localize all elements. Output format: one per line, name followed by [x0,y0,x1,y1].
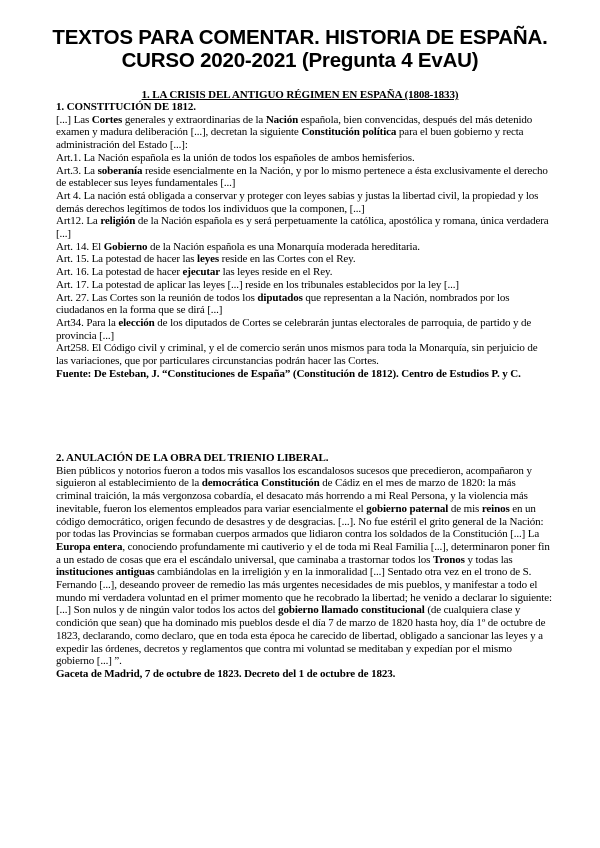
article-3: Art.3. La soberanía reside esencialmente en la Nación, y por lo mismo pertenece a ésta exclusivamente el derecho de establecer sus leyes fundamentales [...] [56,164,548,190]
trienio-heading: 2. ANULACIÓN DE LA OBRA DEL TRIENIO LIBERAL. [56,452,329,464]
article-27: Art. 27. Las Cortes son la reunión de todos los diputados que representan a la Nación, nombrados por los ciudadanos en la forma que se dirá [...] [56,291,510,317]
section-1-title: 1. LA CRISIS DEL ANTIGUO RÉGIMEN EN ESPAÑA (1808-1833) [141,89,459,101]
article-4: Art 4. La nación está obligada a conservar y proteger con leyes sabias y justas la libertad civil, la propiedad y los demás derechos legítimos de todos los individuos que la componen, [...] [56,189,539,215]
constitution-intro: [...] Las Cortes generales y extraordinarias de la Nación española, bien convencidas, después del más detenido examen y madura deliberación [...], decretan la siguiente Constitución política para el buen gobierno y recta administración del Estado [...]: [56,113,533,152]
trienio-body: Bien públicos y notorios fueron a todos mis vasallos los escandalosos sucesos que precedieron, acompañaron y siguieron al establecimiento de la democrática Constitución de Cádiz en el mes de marzo de 1820: la más criminal traición, la más vergonzosa cobardía, el desacato más horrendo a mi Real Persona, y la violencia más inevitable, fueron los elementos empleados para variar esencialmente el gobierno paternal de mis reinos en un código democrático, origen fecundo de desastres y de desgracias. [...]. No fue estéril el grito general de la Nación: por todas las Provincias se formaban cuerpos armados que lidiaron contra los soldados de la Constitución [...] La Europa entera, conociendo profundamente mi cautiverio y el de toda mi Real Familia [...], determinaron poner fin a un estado de cosas que era el escándalo universal, que caminaba a trastornar todos los Tronos y todas las instituciones antiguas cambiándolas en la irreligión y en la inmoralidad [...] Sentado otra vez en el trono de S. Fernando [...], deseando proveer de remedio las más urgentes necesidades de mis pueblos, y manifestar a todo el mundo mi verdadera voluntad en el primer momento que he recobrado la libertad; he venido a declarar lo siguiente: [...] Son nulos y de ningún valor todos los actos del gobierno llamado constitucional (de cualquiera clase y condición que sean) que ha dominado mis pueblos desde el día 7 de marzo de 1820 hasta hoy, día 1º de octubre de 1823, declarando, como declaro, que en toda esta época he carecido de libertad, obligado a sancionar las leyes y a expedir las órdenes, decretos y reglamentos que contra mi voluntad se meditaban y expedían por el mismo gobierno [...] ”. [56,464,552,668]
constitution-heading: 1. CONSTITUCIÓN DE 1812. [56,101,196,113]
article-34: Art34. Para la elección de los diputados de Cortes se celebrarán juntas electorales de parroquia, de partido y de provincia [...] [56,316,532,342]
article-14: Art. 14. El Gobierno de la Nación española es una Monarquía moderada hereditaria. [56,240,420,253]
article-12: Art12. La religión de la Nación española es y será perpetuamente la católica, apostólica y romana, única verdadera [...] [56,215,549,241]
article-16: Art. 16. La potestad de hacer ejecutar las leyes reside en el Rey. [56,266,333,279]
section-2-text [56,452,552,681]
section-1-text [56,101,552,380]
article-258: Art258. El Código civil y criminal, y el de comercio serán unos mismos para toda la Monarquía, sin perjuicio de las variaciones, que por particulares circunstancias podrán hacer las Cortes. [56,342,538,368]
document-title: TEXTOS PARA COMENTAR. HISTORIA DE ESPAÑA. CURSO 2020-2021 (Pregunta 4 EvAU) [52,26,548,72]
article-1: Art.1. La Nación española es la unión de todos los españoles de ambos hemisferios. [56,151,415,164]
article-17: Art. 17. La potestad de aplicar las leyes [...] reside en los tribunales establecidos por la ley [...] [56,278,459,291]
article-15: Art. 15. La potestad de hacer las leyes reside en las Cortes con el Rey. [56,253,356,266]
section-1-source: Fuente: De Esteban, J. “Constituciones de España” (Constitución de 1812). Centro de Estudios P. y C. [56,367,521,380]
section-2-source: Gaceta de Madrid, 7 de octubre de 1823. Decreto del 1 de octubre de 1823. [56,667,396,680]
